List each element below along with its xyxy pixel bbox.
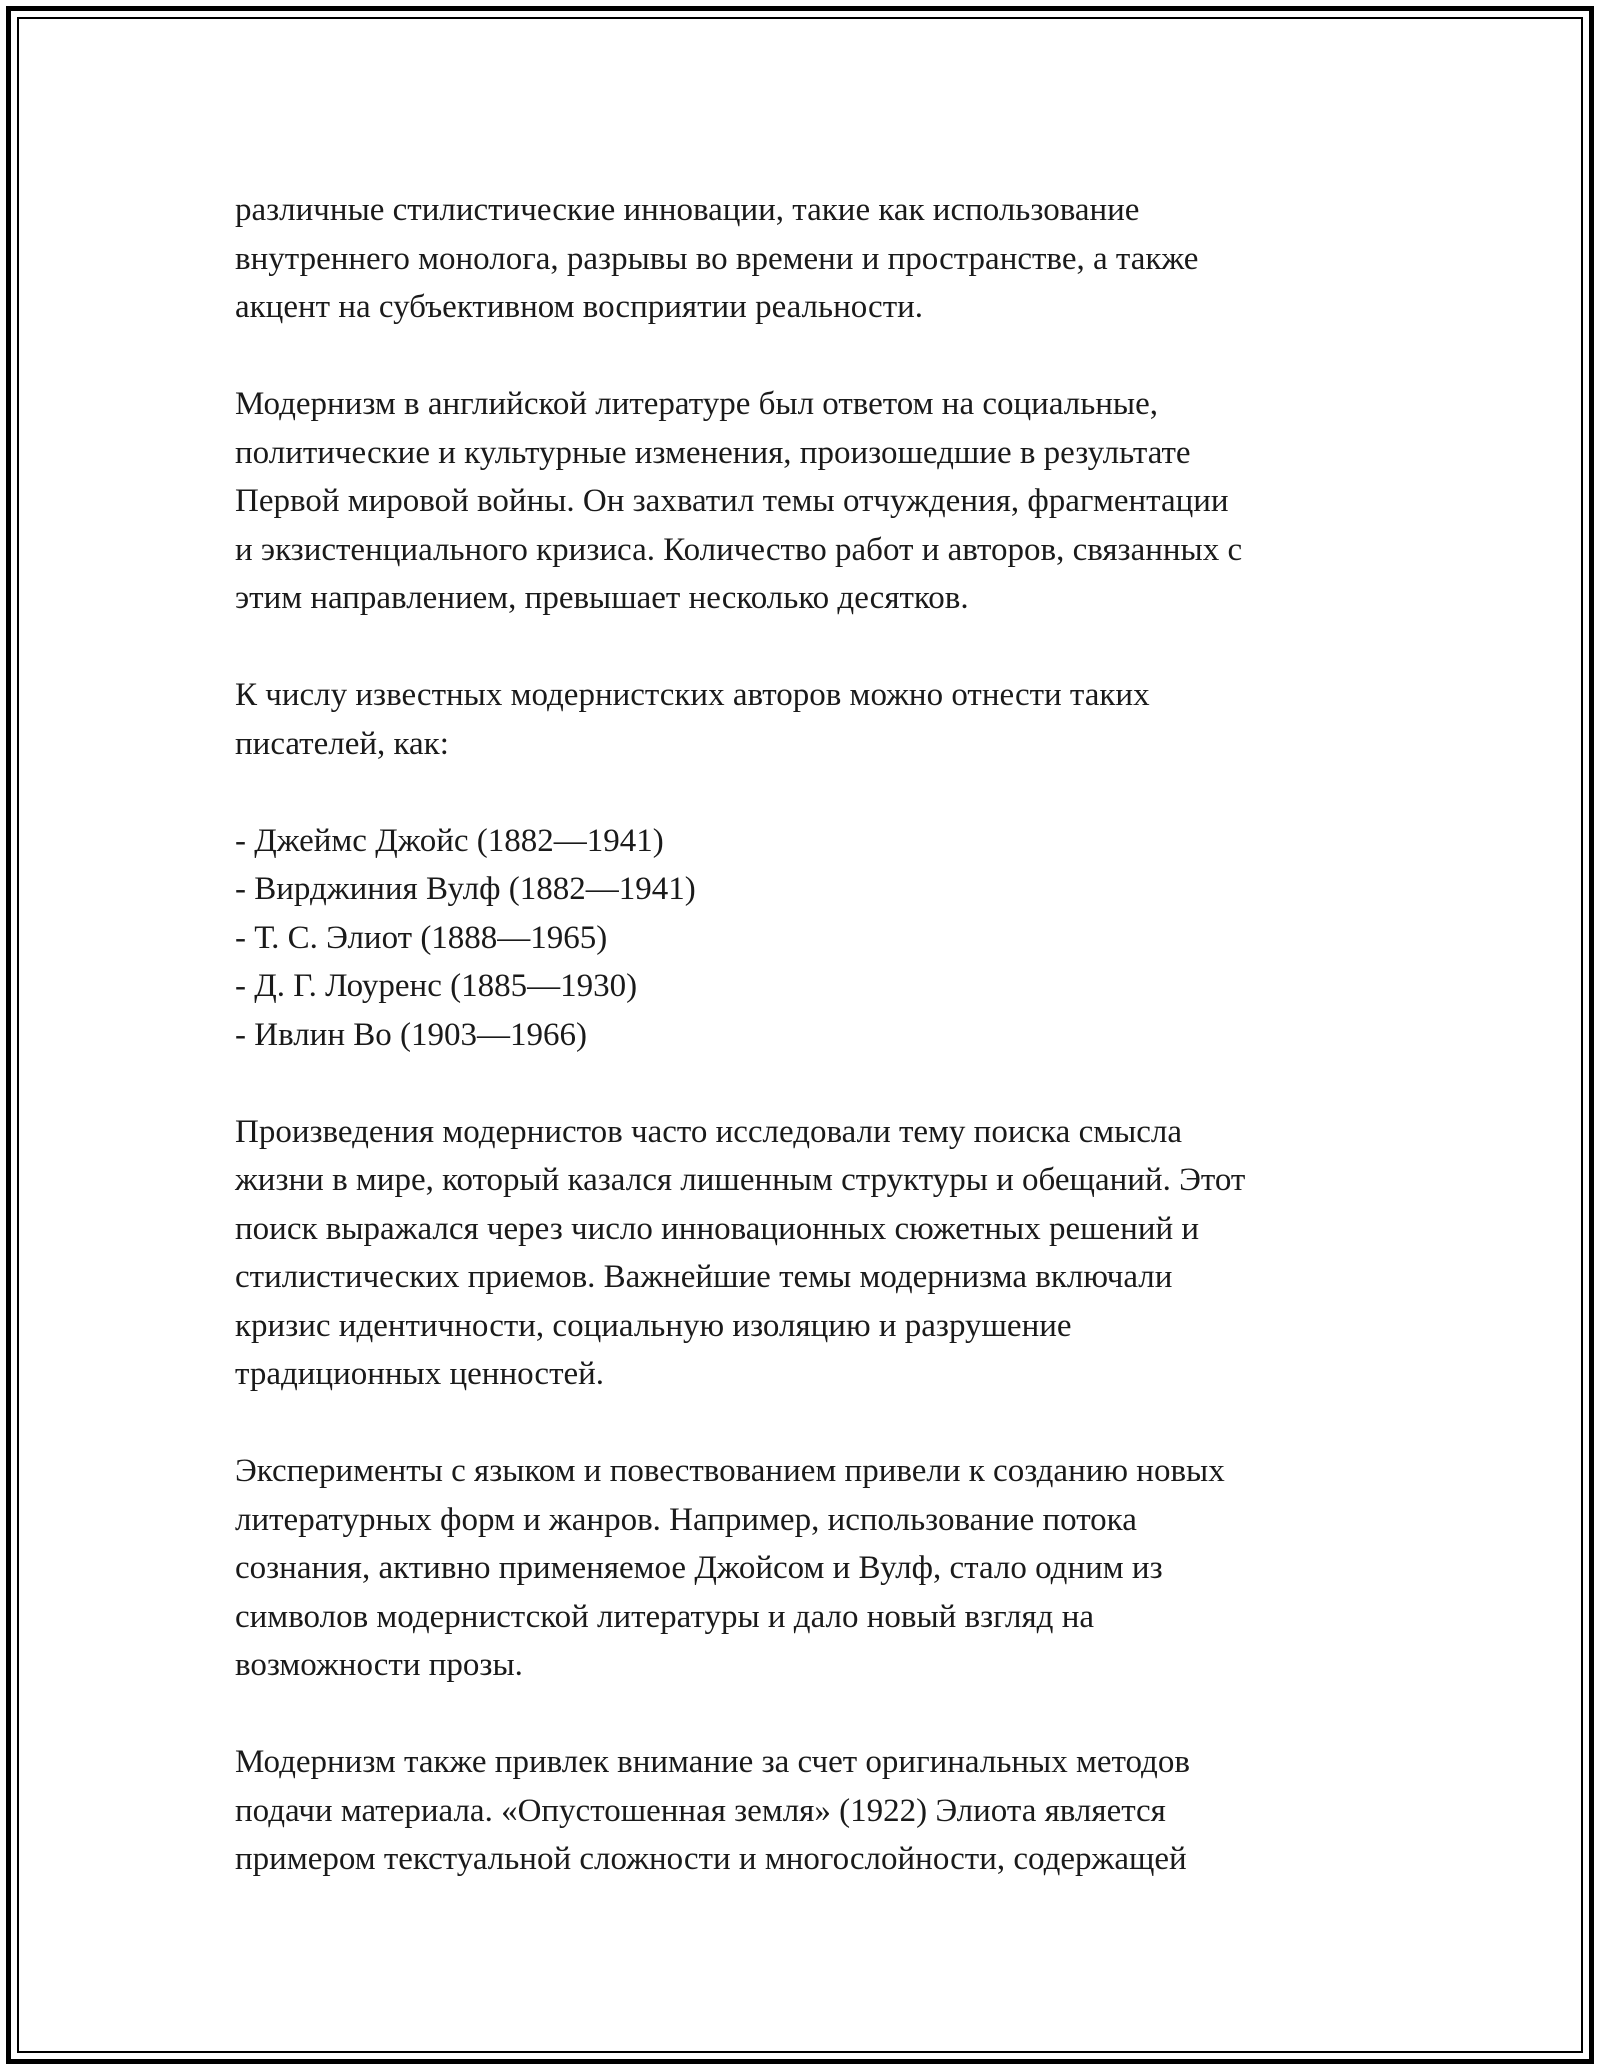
paragraph-stylistic-innovations	[235, 186, 1395, 332]
text-line: символов модернистской литературы и дало новый взгляд на	[235, 1598, 1095, 1635]
text-line: Модернизм в английской литературе был ответом на социальные,	[235, 386, 1159, 422]
text-line: подачи материала. «Опустошенная земля» (1922) Элиота является	[235, 1792, 1166, 1829]
paragraph-authors-intro	[235, 671, 1395, 768]
list-item: - Т. С. Элиот (1888—1965)	[235, 919, 608, 956]
text-line: акцент на субъективном восприятии реальности.	[235, 289, 924, 325]
paragraph-presentation-methods	[235, 1738, 1395, 1884]
paragraph-modernism-response	[235, 380, 1395, 623]
text-line: примером текстуальной сложности и многослойности, содержащей	[235, 1841, 1187, 1877]
document-body	[235, 186, 1395, 1932]
text-line: Произведения модернистов часто исследовали тему поиска смысла	[235, 1113, 1183, 1150]
text-line: кризис идентичности, социальную изоляцию и разрушение	[235, 1307, 1072, 1344]
text-line: литературных форм и жанров. Например, использование потока	[235, 1501, 1137, 1538]
text-line: поиск выражался через число инновационных сюжетных решений и	[235, 1210, 1200, 1247]
text-line: жизни в мире, который казался лишенным структуры и обещаний. Этот	[235, 1162, 1246, 1198]
text-line: стилистических приемов. Важнейшие темы модернизма включали	[235, 1259, 1173, 1295]
text-line: Первой мировой войны. Он захватил темы отчуждения, фрагментации	[235, 483, 1229, 519]
text-line: К числу известных модернистских авторов можно отнести таких	[235, 677, 1150, 713]
text-line: традиционных ценностей.	[235, 1356, 605, 1392]
paragraph-language-experiments	[235, 1447, 1395, 1690]
list-item: - Ивлин Во (1903—1966)	[235, 1016, 587, 1053]
text-line: и экзистенциального кризиса. Количество работ и авторов, связанных с	[235, 531, 1243, 568]
text-line: политические и культурные изменения, произошедшие в результате	[235, 434, 1191, 471]
text-line: Эксперименты с языком и повествованием привели к созданию новых	[235, 1453, 1225, 1489]
text-line: этим направлением, превышает несколько десятков.	[235, 580, 969, 616]
text-line: внутреннего монолога, разрывы во времени и пространстве, а также	[235, 240, 1199, 277]
text-line: возможности прозы.	[235, 1647, 523, 1683]
paragraph-search-for-meaning	[235, 1108, 1395, 1399]
text-line: писателей, как:	[235, 725, 449, 762]
text-line: различные стилистические инновации, такие как использование	[235, 192, 1140, 228]
list-item: - Джеймс Джойс (1882—1941)	[235, 822, 664, 859]
text-line: сознания, активно применяемое Джойсом и Вулф, стало одним из	[235, 1550, 1163, 1586]
authors-list	[235, 817, 1395, 1060]
list-item: - Д. Г. Лоуренс (1885—1930)	[235, 968, 638, 1004]
text-line: Модернизм также привлек внимание за счет оригинальных методов	[235, 1744, 1190, 1780]
list-item: - Вирджиния Вулф (1882—1941)	[235, 871, 696, 907]
